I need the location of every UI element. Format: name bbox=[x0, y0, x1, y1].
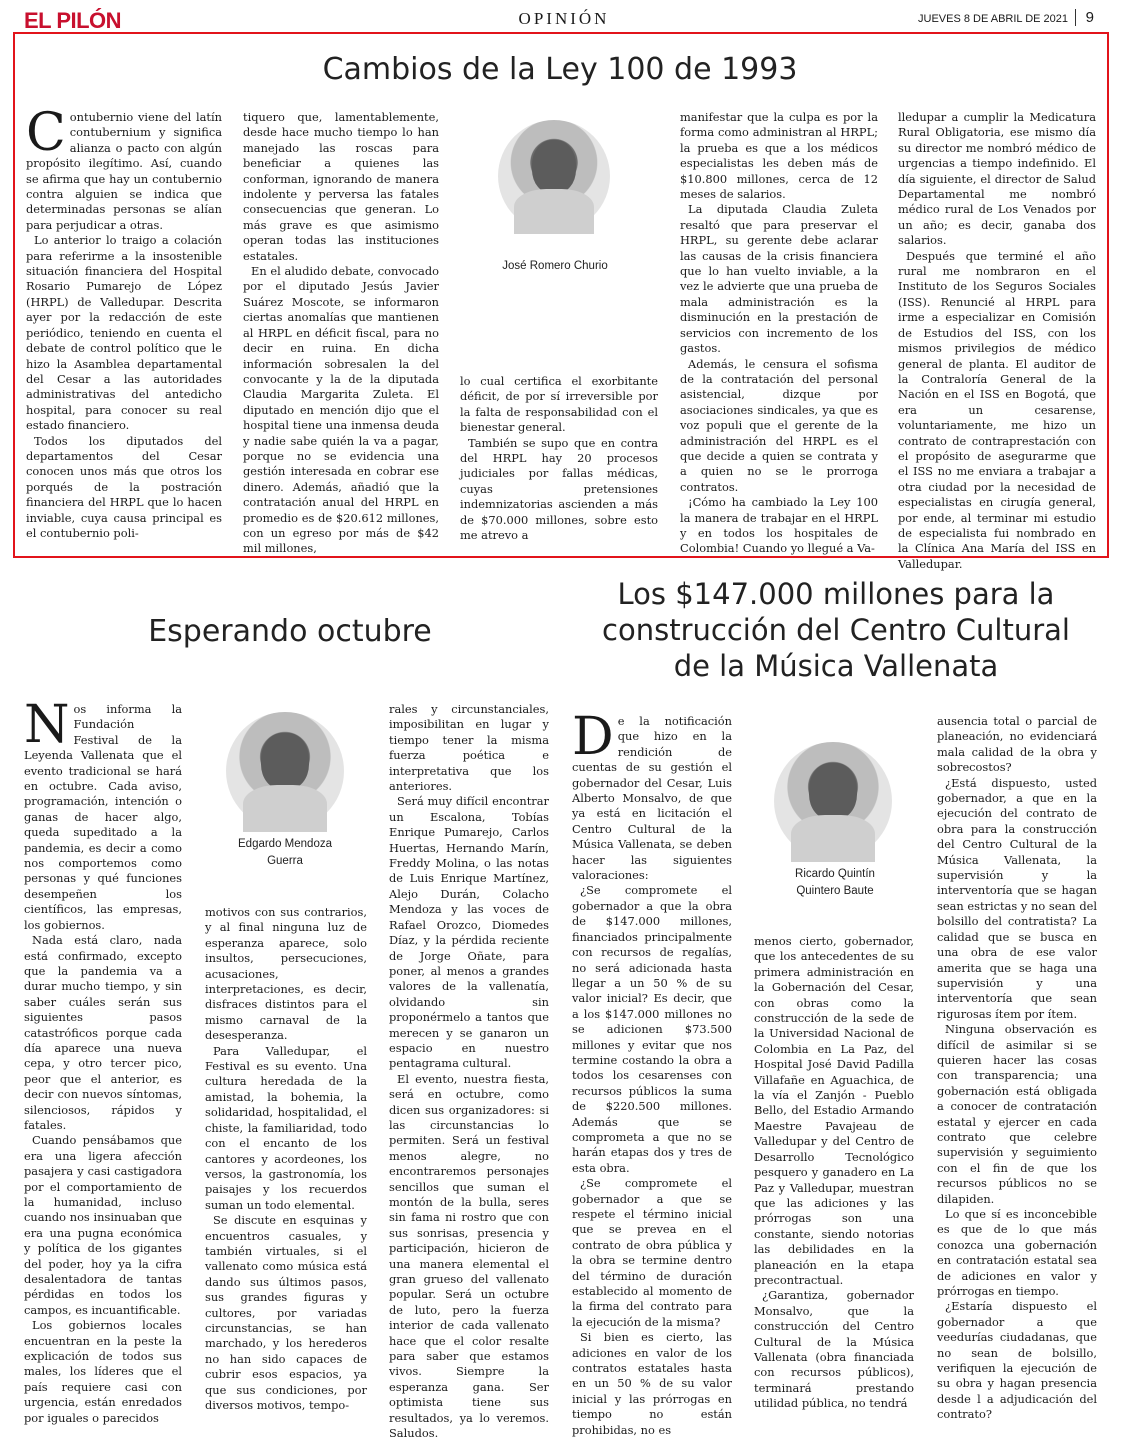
paragraph: Además, le censura el sofisma de la contratación del personal asistencial, dizque por asociaciones sindicales, ya que es voz populi que el gerente de la administración del HRPL es el que decide a quien se contrata y a quien no se le prorroga contratos. bbox=[680, 356, 878, 494]
paragraph: Será muy difícil encontrar un Escalona, Tobías Enrique Pumarejo, Carlos Huertas, Hernando Marín, Freddy Molina, o las notas de Luis Enrique Martínez, Alejo Durán, Colacho Mendoza y las voces de Rafael Orozco, Diomedes Díaz, y la pérdida reciente de Jorge Oñate, para poner, al menos a grandes valores de la vallenatía, olvidando sin proponérmelo a tantos que merecen y se ganaron un espacio en nuestro pentagrama cultural. bbox=[389, 794, 549, 1071]
paragraph: Cuando pensábamos que era una ligera afección pasajera y casi castigadora por el comportamiento de la humanidad, incluso cuando nos insinuaban que era una pugna económica y política de los gigantes del poder, hoy ya la cifra desalentadora de tantas pérdidas en todos los campos, es incuantificable. bbox=[24, 1133, 182, 1317]
paragraph: La diputada Claudia Zuleta resaltó que para preservar el HRPL, su gerente debe aclarar las causas de la crisis financiera que lo han vuelto inviable, a la vez le advierte que una prueba de mala administración es la disminución en la prestación de servicios con incremento de los gastos. bbox=[680, 202, 878, 356]
article3-column-1 bbox=[572, 707, 732, 1437]
paragraph: Los gobiernos locales encuentran en la peste la explicación de todos sus males, los líderes que el país requiere casi con urgencia, están enredados por iguales o parecidos bbox=[24, 1318, 182, 1425]
section-title: OPINIÓN bbox=[518, 9, 610, 28]
article3-column-3 bbox=[937, 714, 1097, 1422]
paragraph: ¿Está dispuesto, usted gobernador, a que en la ejecución del contrato de obra para la construcción del Centro Cultural de la Música Vallenata, la supervisión y la interventoría que se hagan sean estrictas y no sean del bolsillo del contratista? La calidad que se busca en una obra de ese valor amerita que se haga una supervisión y una interventoría que sean rigurosas ítem por ítem. bbox=[937, 775, 1097, 1021]
paragraph: Se discute en esquinas y encuentros casuales, y también virtuales, si el vallenato como música está dando sus últimos pasos, sus grandes figuras y cultores, por variadas circunstancias, se han marchado, y los herederos no han sido capaces de cubrir esos espacios, ya que sus condiciones, por diversos motivos, tempo- bbox=[205, 1213, 367, 1412]
newspaper-logo: EL PILÓN bbox=[24, 8, 122, 33]
author-name-line: Ricardo Quintín bbox=[795, 868, 875, 880]
paragraph: ¿Se compromete el gobernador a que la obra de $147.000 millones, financiados principalmente con recursos de regalías, no será adicionada hasta llegar a un 50 % de su valor inicial? Es decir, que a los $147.000 millones no se adicionen $73.500 millones y evitar que nos termine costando la obra a todos los cesarenses con recursos públicos la suma de $220.500 millones. Además que se comprometa a que no se harán etapas dos y tres de esta obra. bbox=[572, 883, 732, 1175]
author-photo-edgardo-mendoza bbox=[226, 712, 344, 830]
paragraph: ¿Estaría dispuesto el gobernador a que veedurías ciudadanas, que no sean de bolsillo, verifiquen la ejecución de su obra y hagan presencia desde l a adjudicación del contrato? bbox=[937, 1299, 1097, 1422]
paragraph: Si bien es cierto, las adiciones en valor de los contratos estatales hasta en un 50 % de su valor inicial y las prórrogas en tiempo no están prohibidas, no es bbox=[572, 1330, 732, 1437]
paragraph: lledupar a cumplir la Medicatura Rural Obligatoria, ese mismo día su director me nombró médico de urgencias a tiempo indefinido. El día siguiente, el director de Salud Departamental me nombró médico rural de Los Venados por un año; es decir, ganaba dos salarios. bbox=[898, 110, 1096, 248]
issue-date: JUEVES 8 DE ABRIL DE 2021 bbox=[918, 13, 1068, 25]
paragraph: Nada está claro, nada está confirmado, excepto que la pandemia va a durar mucho tiempo, y sin saber cuáles serán sus siguientes pasos catastróficos porque cada día aparece una nueva cepa, y otro tercer pico, peor que el anterior, es decir con nuevos síntomas, silenciosos, rápidos y fatales. bbox=[24, 933, 182, 1132]
paragraph: tiquero que, lamentablemente, desde hace mucho tiempo lo han manejado las roscas para beneficiar a quienes las conforman, ignorando de manera indolente y perversa las fatales consecuencias que generan. Lo más grave es que asimismo operan todas las instituciones estatales. bbox=[243, 110, 439, 263]
article2-column-3 bbox=[389, 702, 549, 1441]
paragraph: ausencia total o parcial de planeación, no evidenciará mala calidad de la obra y sobrecostos? bbox=[937, 714, 1097, 775]
headline-line: de la Música Vallenata bbox=[673, 649, 999, 683]
paragraph: También se supo que en contra del HRPL hay 20 procesos judiciales por fallas médicas, cuyas pretensiones indemnizatorias ascienden a más de $70.000 millones, sobre esto me atrevo a bbox=[460, 435, 658, 543]
paragraph: Lo anterior lo traigo a colación para referirme a la insostenible situación financiera del Hospital Rosario Pumarejo de López (HRPL) de Valledupar. Descrita ayer por la redacción de este periódico, teniendo en cuenta el debate de control político que le hizo la Asamblea departamental del Cesar a las autoridades administrativas del antedicho hospital, para conocer su real estado financiero. bbox=[26, 233, 222, 433]
article3-column-2 bbox=[754, 934, 914, 1422]
paragraph: ¿Garantiza, gobernador Monsalvo, que la construcción del Centro Cultural de la Música Vallenata (obra financiada con recursos públicos), terminará prestando utilidad pública, no tendrá bbox=[754, 1288, 914, 1411]
paragraph: El evento, nuestra fiesta, será en octubre, como dicen sus organizadores: si las circunstancias lo permiten. Será un festival menos alegre, no encontraremos personajes sencillos que suman el montón de la bulla, seres sin fama ni rostro que con sus sonrisas, presencia y participación, hicieron de una manera elemental el gran grueso del vallenato popular. Será un octubre de luto, pero la fuerza interior de cada vallenato hace que el color resalte para saber que estamos vivos. Siempre la esperanza gana. Ser optimista tiene sus resultados, ya lo veremos. Saludos. bbox=[389, 1071, 549, 1441]
author-name-line: Quintero Baute bbox=[796, 885, 874, 897]
author-name-line: Guerra bbox=[267, 855, 303, 867]
author-photo-jose-romero bbox=[498, 120, 610, 232]
article1-column-4 bbox=[680, 110, 878, 556]
article3-author bbox=[750, 866, 920, 900]
paragraph: Después que terminé el año rural me nombraron en el Instituto de los Seguros Sociales (ISS). Renuncié al HRPL para irme a especializar en Comisión de Estudios del ISS, con los mismos privilegios de médico general de planta. El auditor de la Contraloría General de la Nación en el ISS en Bogotá, que era un cesarense, voluntariamente, me hizo un contrato de contraprestación con el propósito de asegurarme que el ISS no me enviara a trabajar a otra ciudad por la necesidad de especialistas en cirugía general, por ende, al terminar mi estudio de especialista fui nombrado en la Clínica Ana María del ISS en Valledupar. bbox=[898, 248, 1096, 571]
paragraph: manifestar que la culpa es por la forma como administran al HRPL; la prueba es que a los médicos especialistas les deben más de $10.800 millones, cerca de 12 meses de salarios. bbox=[680, 110, 878, 202]
article2-headline: Esperando octubre bbox=[148, 614, 432, 649]
paragraph: menos cierto, gobernador, que los antecedentes de su primera administración en la Gobernación del Cesar, con obras como la construcción de la sede de la Universidad Nacional de Colombia en La Paz, del Hospital José David Padilla Villafañe en Aguachica, de la vía el Zanjón - Pueblo Bello, del Estadio Armando Maestre Pavajeau de Valledupar y del Centro de Desarrollo Tecnológico pesquero y ganadero en La Paz y Valledupar, muestran que las adiciones y las prórrogas son una constante, siendo notorias las debilidades en la planeación en la etapa precontractual. bbox=[754, 934, 914, 1287]
paragraph: motivos con sus contrarios, y al final ninguna luz de esperanza aparece, solo insultos, persecuciones, acusaciones, interpretaciones, es decir, disfraces distintos para el mismo carnaval de la desesperanza. bbox=[205, 905, 367, 1043]
article1-column-1 bbox=[26, 103, 222, 550]
article2-dropcap: N bbox=[24, 695, 70, 755]
headline-line: Los $147.000 millones para la bbox=[617, 577, 1055, 611]
paragraph: Para Valledupar, el Festival es su evento. Una cultura heredada de la amistad, la bohemia, la solidaridad, hospitalidad, el chiste, la familiaridad, todo con el encanto de los cantores y acordeones, los versos, la gastronomía, los paisajes y los recuerdos suman un todo elemental. bbox=[205, 1043, 367, 1212]
paragraph: Lo que sí es inconcebible es que de lo que más conozca una gobernación en contratación estatal sea de adiciones en valor y prórrogas en tiempo. bbox=[937, 1207, 1097, 1299]
paragraph: ¡Cómo ha cambiado la Ley 100 la manera de trabajar en el HRPL y en todos los hospitales de Colombia! Cuando yo llegué a Va- bbox=[680, 495, 878, 556]
paragraph: Ninguna observación es difícil de asimilar si se quieren hacer las cosas con transparencia; una gobernación está obligada a conocer de contratación estatal y ejercer en cada contrato que celebre supervisión y seguimiento con el fin de que los recursos públicos no se dilapiden. bbox=[937, 1022, 1097, 1206]
article1-column-2 bbox=[243, 110, 439, 556]
article1-dropcap: C bbox=[26, 103, 66, 163]
article1-headline: Cambios de la Ley 100 de 1993 bbox=[322, 52, 798, 87]
article1-column-3 bbox=[460, 374, 658, 550]
page-number: 9 bbox=[1075, 9, 1094, 26]
paragraph: Todos los diputados del departamentos del Cesar conocen unos más que otros los porqués de la postración financiera del HRPL que lo hacen inviable, cuya causa principal es el contubernio poli- bbox=[26, 433, 222, 540]
paragraph: rales y circunstanciales, imposibilitan en lugar y tiempo tener la misma fuerza poética e interpretativa que los anteriores. bbox=[389, 702, 549, 794]
article2-column-2 bbox=[205, 905, 367, 1422]
paragraph: e la notificación que hizo en la rendición de cuentas de su gestión el gobernador del Cesar, Luis Alberto Monsalvo, de que ya está en licitación el Centro Cultural de la Música Vallenata, se deben hacer las siguientes valoraciones: bbox=[572, 714, 732, 883]
article1-column-5 bbox=[898, 110, 1096, 571]
paragraph: os informa la Fundación Festival de la Leyenda Vallenata que el evento tradicional se hará en octubre. Cada aviso, programación, intención o ganas de hacer algo, queda supeditado a la pandemia, es decir a como nos comportemos como personas y qué funciones desempeñen los científicos, las empresas, los gobiernos. bbox=[24, 702, 182, 932]
headline-line: construcción del Centro Cultural bbox=[602, 613, 1070, 647]
author-name-line: Edgardo Mendoza bbox=[238, 838, 332, 850]
article3-headline bbox=[566, 576, 1106, 684]
article2-column-1 bbox=[24, 695, 182, 1425]
article2-author bbox=[200, 836, 370, 870]
author-photo-ricardo-quintero bbox=[774, 742, 892, 860]
article1-author: José Romero Churio bbox=[502, 260, 608, 272]
paragraph: En el aludido debate, convocado por el diputado Jesús Javier Suárez Moscote, se informaron ciertas anomalías que mantienen al HRPL en déficit fiscal, para no decir en ruina. En dicha información sobresalen la del convocante y la de la diputada Claudia Margarita Zuleta. El diputado en mención dijo que el hospital tiene una inmensa deuda y nadie sabe quién la va a pagar, porque no se evidencia una gestión interesada en cobrar ese dinero. Además, añadió que la contratación anual del HRPL en promedio es de $20.612 millones, con un egreso por más de $42 mil millones, bbox=[243, 264, 439, 556]
article3-dropcap: D bbox=[572, 707, 614, 767]
paragraph: lo cual certifica el exorbitante déficit, de por sí irreversible por la falta de responsabilidad con el bienestar general. bbox=[460, 374, 658, 435]
paragraph: ¿Se compromete el gobernador a que se respete el término inicial que se prevea en el contrato de obra pública y la obra se termine dentro del término de duración establecido al momento de la firma del contrato para la ejecución de la misma? bbox=[572, 1176, 732, 1329]
paragraph: ontubernio viene del latín contubernium y significa alianza o pacto con algún propósito ilegítimo. Así, cuando se afirma que hay un contubernio contra alguien se indica que determinadas personas se alían para perjudicar a otras. bbox=[26, 110, 222, 232]
